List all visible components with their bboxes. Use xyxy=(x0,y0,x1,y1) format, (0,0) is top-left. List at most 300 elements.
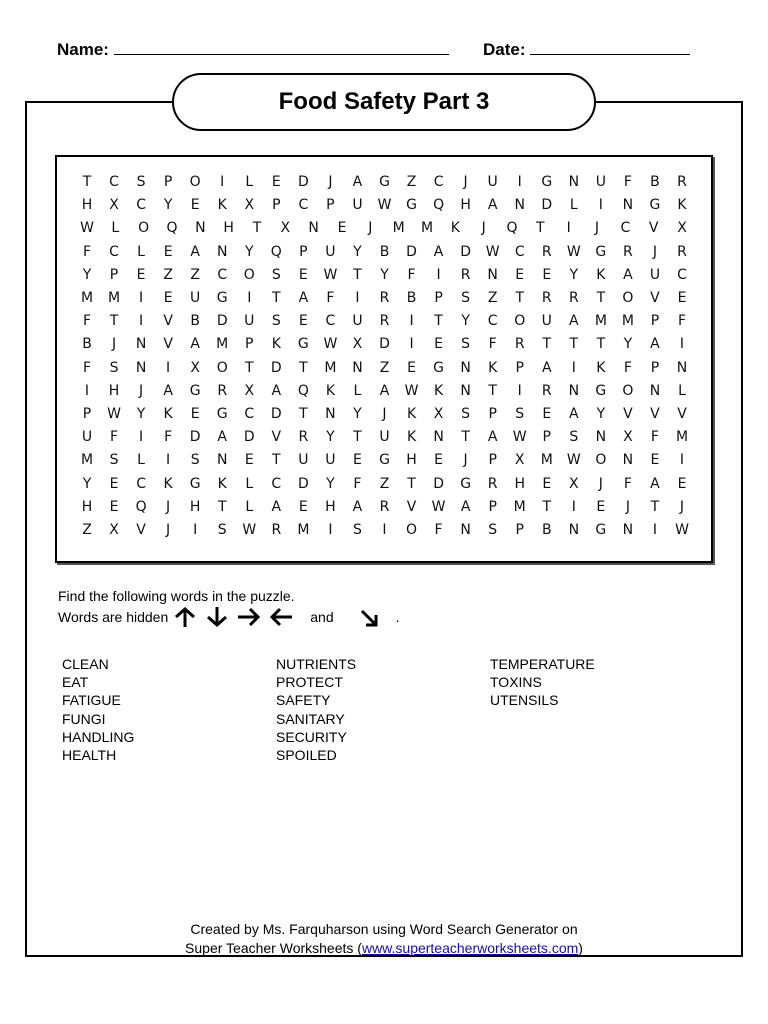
grid-letter: R xyxy=(379,313,390,330)
grid-letter: I xyxy=(517,174,522,190)
grid-letter: Z xyxy=(163,266,173,283)
grid-letter: I xyxy=(382,522,387,538)
grid-letter: N xyxy=(568,522,580,538)
grid-letter: P xyxy=(82,406,92,422)
right-arrow-icon xyxy=(234,605,264,629)
grid-letter: E xyxy=(650,452,660,469)
grid-letter: P xyxy=(515,359,524,376)
grid-letter: J xyxy=(598,475,603,492)
grid-letter: I xyxy=(139,313,144,330)
word-item: EAT xyxy=(62,674,89,691)
grid-letter: F xyxy=(650,429,659,446)
grid-letter: O xyxy=(595,452,607,469)
grid-letter: O xyxy=(622,382,634,399)
grid-letter: Y xyxy=(596,406,606,422)
grid-letter: T xyxy=(299,359,308,376)
grid-letter: K xyxy=(406,429,417,446)
word-item: FUNGI xyxy=(62,710,106,727)
grid-letter: W xyxy=(566,243,581,260)
grid-letter: Q xyxy=(297,382,309,399)
grid-letter: K xyxy=(406,406,417,422)
grid-letter: L xyxy=(569,197,578,214)
grid-letter: K xyxy=(217,475,227,492)
footer-prefix: Super Teacher Worksheets ( xyxy=(185,940,362,956)
grid-letter: A xyxy=(217,429,227,446)
grid-letter: I xyxy=(166,452,171,469)
grid-letter: O xyxy=(216,359,228,376)
grid-letter: T xyxy=(299,406,308,422)
grid-letter: V xyxy=(623,406,633,422)
word-column-2 xyxy=(276,655,356,764)
grid-letter: I xyxy=(598,197,603,214)
grid-letter: W xyxy=(404,382,419,399)
grid-letter: D xyxy=(460,243,472,260)
grid-letter: U xyxy=(298,452,309,469)
grid-letter: I xyxy=(571,498,576,515)
grid-letter: X xyxy=(109,522,119,538)
grid-letter: R xyxy=(217,382,228,399)
grid-letter: Q xyxy=(166,220,178,237)
grid-letter: M xyxy=(675,429,689,446)
grid-letter: F xyxy=(82,243,92,260)
grid-letter: P xyxy=(434,290,443,306)
grid-letter: S xyxy=(461,406,471,422)
grid-letter: T xyxy=(542,336,552,353)
grid-letter: L xyxy=(245,174,254,190)
grid-letter: C xyxy=(244,406,255,422)
grid-letter: B xyxy=(406,290,417,306)
grid-letter: I xyxy=(566,220,571,237)
footer xyxy=(0,920,768,958)
grid-letter: D xyxy=(433,475,444,492)
grid-letter: S xyxy=(136,174,146,190)
grid-letter: N xyxy=(216,452,228,469)
grid-letter: C xyxy=(136,475,146,492)
grid-letter: Z xyxy=(406,174,417,190)
grid-letter: G xyxy=(189,475,201,492)
grid-letter: P xyxy=(299,243,308,260)
grid-letter: L xyxy=(678,382,686,399)
grid-letter: J xyxy=(166,522,171,538)
grid-letter: X xyxy=(280,220,291,237)
name-line[interactable] xyxy=(114,40,449,55)
grid-letter: K xyxy=(433,382,444,399)
grid-letter: S xyxy=(271,313,281,330)
grid-letter: C xyxy=(487,313,498,330)
grid-letter: P xyxy=(650,313,660,330)
grid-letter: G xyxy=(379,452,390,469)
grid-letter: V xyxy=(648,220,659,237)
instructions-prefix: Words are hidden xyxy=(58,609,169,625)
grid-letter: T xyxy=(353,429,362,446)
grid-letter: M xyxy=(392,220,405,237)
grid-letter: X xyxy=(623,429,633,446)
grid-letter: S xyxy=(271,266,281,283)
grid-letter: M xyxy=(80,452,94,469)
grid-letter: Q xyxy=(506,220,518,237)
grid-letter: N xyxy=(622,522,634,538)
grid-letter: M xyxy=(513,498,526,515)
grid-letter: A xyxy=(541,359,552,376)
grid-letter: G xyxy=(189,382,201,399)
grid-letter: N xyxy=(195,220,206,237)
grid-letter: S xyxy=(109,452,119,469)
grid-letter: M xyxy=(297,522,310,538)
grid-letter: V xyxy=(136,522,146,538)
grid-letter: R xyxy=(379,290,390,306)
instructions-line1: Find the following words in the puzzle. xyxy=(58,588,295,604)
grid-letter: N xyxy=(649,382,661,399)
grid-letter: G xyxy=(460,475,472,492)
grid-letter: M xyxy=(540,452,553,469)
word-search-grid xyxy=(55,155,713,563)
date-field[interactable] xyxy=(483,40,690,60)
grid-letter: X xyxy=(514,452,525,469)
grid-letter: C xyxy=(298,197,309,214)
grid-letter: V xyxy=(163,313,173,330)
grid-letter: H xyxy=(514,475,525,492)
grid-letter: A xyxy=(433,243,444,260)
grid-letter: Q xyxy=(433,197,445,214)
grid-letter: J xyxy=(382,406,387,422)
grid-letter: Y xyxy=(136,406,146,422)
grid-letter: I xyxy=(571,359,576,376)
grid-letter: U xyxy=(379,429,390,446)
grid-letter: I xyxy=(139,290,144,306)
grid-letter: N xyxy=(487,266,498,283)
grid-letter: N xyxy=(676,359,688,376)
footer-suffix: ) xyxy=(578,940,583,956)
grid-letter: C xyxy=(217,266,228,283)
grid-letter: M xyxy=(324,359,337,376)
period-text: . xyxy=(395,609,400,625)
grid-letter: A xyxy=(650,475,660,492)
grid-letter: C xyxy=(109,243,119,260)
grid-letter: G xyxy=(379,174,390,190)
grid-letter: J xyxy=(481,220,486,237)
grid-letter: I xyxy=(139,429,144,446)
grid-letter: A xyxy=(352,174,363,190)
name-field[interactable] xyxy=(57,40,449,60)
grid-letter: R xyxy=(379,498,390,515)
grid-letter: A xyxy=(569,406,579,422)
grid-letter: W xyxy=(242,522,257,538)
date-line[interactable] xyxy=(530,40,690,55)
grid-letter: N xyxy=(135,336,147,353)
instructions-line2 xyxy=(58,605,400,629)
grid-letter: I xyxy=(517,382,522,399)
grid-letter: N xyxy=(595,429,607,446)
grid-letter: W xyxy=(431,498,446,515)
grid-letter: D xyxy=(189,429,201,446)
grid-letter: L xyxy=(111,220,120,237)
grid-letter: J xyxy=(139,382,144,399)
grid-letter: R xyxy=(271,522,282,538)
grid-letter: P xyxy=(488,498,497,515)
word-item: NUTRIENTS xyxy=(276,656,357,672)
grid-letter: E xyxy=(109,498,119,515)
grid-letter: H xyxy=(325,498,336,515)
grid-letter: E xyxy=(163,243,173,260)
grid-letter: W xyxy=(107,406,121,422)
grid-letter: E xyxy=(407,359,416,376)
grid-letter: B xyxy=(190,313,200,330)
grid-letter: I xyxy=(247,290,252,306)
grid-letter: F xyxy=(326,290,335,306)
grid-letter: X xyxy=(433,406,444,422)
date-label: Date: xyxy=(483,40,526,59)
grid-letter: M xyxy=(594,313,607,330)
grid-letter: K xyxy=(271,336,281,353)
grid-letter: A xyxy=(298,290,309,306)
grid-letter: L xyxy=(353,382,362,399)
grid-letter: T xyxy=(650,498,660,515)
grid-letter: G xyxy=(595,243,607,260)
grid-letter: E xyxy=(271,174,281,190)
grid-letter: G xyxy=(649,197,661,214)
grid-letter: T xyxy=(353,266,362,283)
grid-letter: R xyxy=(623,243,633,260)
grid-letter: G xyxy=(541,174,553,190)
grid-letter: I xyxy=(409,336,414,353)
grid-letter: U xyxy=(352,197,363,214)
grid-letter: P xyxy=(272,197,281,214)
grid-letter: C xyxy=(271,475,282,492)
grid-letter: T xyxy=(252,220,262,237)
grid-letter: W xyxy=(566,452,581,469)
grid-letter: C xyxy=(433,174,444,190)
grid-letter: P xyxy=(163,174,173,190)
grid-letter: C xyxy=(620,220,631,237)
grid-letter: T xyxy=(596,290,606,306)
grid-letter: X xyxy=(677,220,687,237)
grid-letter: A xyxy=(460,498,471,515)
grid-letter: K xyxy=(677,197,687,214)
grid-letter: R xyxy=(677,174,687,190)
grid-letter: M xyxy=(80,290,94,306)
grid-letter: T xyxy=(272,290,281,306)
grid-letter: Y xyxy=(461,313,470,330)
grid-letter: A xyxy=(379,382,390,399)
grid-letter: Y xyxy=(244,243,254,260)
grid-letter: P xyxy=(542,429,551,446)
grid-letter: I xyxy=(166,359,171,376)
word-item: TEMPERATURE xyxy=(490,656,595,672)
grid-letter: L xyxy=(137,452,145,469)
grid-letter: A xyxy=(487,429,498,446)
grid-letter: I xyxy=(328,522,333,538)
grid-letter: W xyxy=(675,522,689,538)
grid-letter: Y xyxy=(569,266,579,283)
grid-letter: M xyxy=(216,336,229,353)
grid-letter: S xyxy=(461,336,471,353)
grid-letter: D xyxy=(379,336,390,353)
grid-letter: J xyxy=(368,220,373,237)
word-item: PROTECT xyxy=(276,674,343,691)
grid-letter: L xyxy=(245,475,254,492)
grid-letter: A xyxy=(271,498,282,515)
grid-letter: C xyxy=(677,266,687,283)
grid-letter: X xyxy=(569,475,579,492)
grid-letter: B xyxy=(541,522,552,538)
grid-letter: W xyxy=(323,336,338,353)
grid-letter: G xyxy=(406,197,417,214)
grid-letter: T xyxy=(434,313,443,330)
grid-letter: L xyxy=(245,498,254,515)
grid-letter: B xyxy=(379,243,390,260)
up-arrow-icon xyxy=(170,605,200,629)
grid-letter: K xyxy=(596,359,606,376)
grid-letter: Y xyxy=(82,266,92,283)
footer-line2 xyxy=(0,939,768,958)
grid-letter: U xyxy=(190,290,201,306)
grid-letter: Z xyxy=(379,475,390,492)
grid-letter: N xyxy=(568,382,580,399)
grid-letter: F xyxy=(623,174,632,190)
grid-letter: Y xyxy=(353,406,362,422)
grid-letter: D xyxy=(541,197,553,214)
grid-cells xyxy=(57,157,711,561)
grid-letter: R xyxy=(541,382,552,399)
grid-letter: P xyxy=(515,522,524,538)
name-label: Name: xyxy=(57,40,109,59)
grid-letter: H xyxy=(189,498,201,515)
grid-letter: F xyxy=(677,313,687,330)
grid-letter: F xyxy=(82,313,92,330)
grid-letter: R xyxy=(568,290,579,306)
grid-letter: C xyxy=(325,313,336,330)
grid-letter: I xyxy=(409,313,414,330)
grid-letter: G xyxy=(216,406,228,422)
left-arrow-icon xyxy=(266,605,296,629)
grid-letter: J xyxy=(594,220,600,237)
down-arrow-icon xyxy=(202,605,232,629)
grid-letter: V xyxy=(650,290,660,306)
grid-letter: C xyxy=(514,243,525,260)
grid-letter: Q xyxy=(135,498,147,515)
grid-letter: Z xyxy=(190,266,200,283)
grid-letter: L xyxy=(137,243,145,260)
word-item: SANITARY xyxy=(276,710,345,727)
grid-letter: D xyxy=(406,243,417,260)
word-item: SECURITY xyxy=(276,728,347,745)
footer-link[interactable]: www.superteacherworksheets.com xyxy=(361,940,579,956)
grid-letter: T xyxy=(569,336,579,353)
grid-letter: R xyxy=(541,290,552,306)
grid-letter: J xyxy=(111,336,117,353)
grid-letter: N xyxy=(460,382,471,399)
grid-letter: I xyxy=(220,174,225,190)
grid-letter: E xyxy=(434,452,443,469)
grid-letter: R xyxy=(677,243,687,260)
grid-letter: Y xyxy=(353,243,362,260)
grid-letter: C xyxy=(136,197,146,214)
grid-letter: W xyxy=(485,243,500,260)
word-item: UTENSILS xyxy=(490,692,559,709)
grid-letter: T xyxy=(407,475,416,492)
grid-letter: K xyxy=(217,197,227,214)
grid-letter: E xyxy=(542,406,552,422)
grid-letter: S xyxy=(515,406,525,422)
grid-letter: O xyxy=(189,174,201,190)
grid-letter: F xyxy=(623,359,632,376)
grid-letter: P xyxy=(326,197,335,214)
grid-letter: E xyxy=(515,266,525,283)
grid-letter: A xyxy=(190,336,200,353)
grid-letter: T xyxy=(109,313,119,330)
grid-letter: G xyxy=(216,290,228,306)
grid-letter: U xyxy=(325,452,336,469)
grid-letter: Y xyxy=(163,197,173,214)
grid-letter: Y xyxy=(326,475,335,492)
grid-letter: H xyxy=(81,498,93,515)
grid-letter: U xyxy=(352,313,363,330)
grid-letter: E xyxy=(337,220,347,237)
grid-letter: E xyxy=(298,266,308,283)
grid-letter: F xyxy=(407,266,416,283)
grid-letter: O xyxy=(622,290,634,306)
grid-letter: R xyxy=(460,266,471,283)
grid-letter: R xyxy=(514,336,525,353)
grid-letter: Z xyxy=(487,290,498,306)
grid-letter: K xyxy=(163,475,173,492)
grid-letter: Z xyxy=(379,359,390,376)
grid-letter: J xyxy=(328,174,333,190)
grid-letter: N xyxy=(460,359,471,376)
grid-letter: K xyxy=(325,382,335,399)
grid-letter: H xyxy=(223,220,234,237)
grid-letter: T xyxy=(515,290,524,306)
grid-letter: V xyxy=(677,406,687,422)
down-right-arrow-icon xyxy=(356,605,386,629)
grid-letter: F xyxy=(82,359,92,376)
grid-letter: W xyxy=(80,220,94,237)
grid-letter: J xyxy=(679,498,685,515)
grid-letter: T xyxy=(272,452,281,469)
grid-letter: I xyxy=(679,336,685,353)
grid-letter: T xyxy=(82,174,92,190)
grid-letter: D xyxy=(216,313,228,330)
word-item: HANDLING xyxy=(62,728,135,745)
grid-letter: K xyxy=(596,266,606,283)
grid-letter: D xyxy=(297,475,309,492)
grid-letter: S xyxy=(353,522,362,538)
word-column-3 xyxy=(490,655,595,710)
grid-letter: U xyxy=(487,174,498,190)
grid-letter: A xyxy=(569,313,579,330)
grid-letter: K xyxy=(488,359,498,376)
grid-letter: J xyxy=(463,174,468,190)
grid-letter: H xyxy=(108,382,120,399)
grid-letter: B xyxy=(82,336,92,353)
grid-letter: E xyxy=(298,313,308,330)
grid-letter: R xyxy=(541,243,552,260)
word-column-1 xyxy=(62,655,134,764)
grid-letter: W xyxy=(377,197,392,214)
grid-letter: G xyxy=(595,382,607,399)
grid-letter: E xyxy=(677,290,687,306)
grid-letter: G xyxy=(297,336,309,353)
grid-letter: Y xyxy=(380,266,389,283)
grid-letter: N xyxy=(622,452,634,469)
grid-letter: F xyxy=(434,522,443,538)
grid-letter: S xyxy=(569,429,579,446)
grid-letter: A xyxy=(487,197,498,214)
grid-letter: X xyxy=(244,197,255,214)
grid-letter: K xyxy=(450,220,460,237)
grid-letter: C xyxy=(109,174,119,190)
grid-letter: M xyxy=(420,220,434,237)
